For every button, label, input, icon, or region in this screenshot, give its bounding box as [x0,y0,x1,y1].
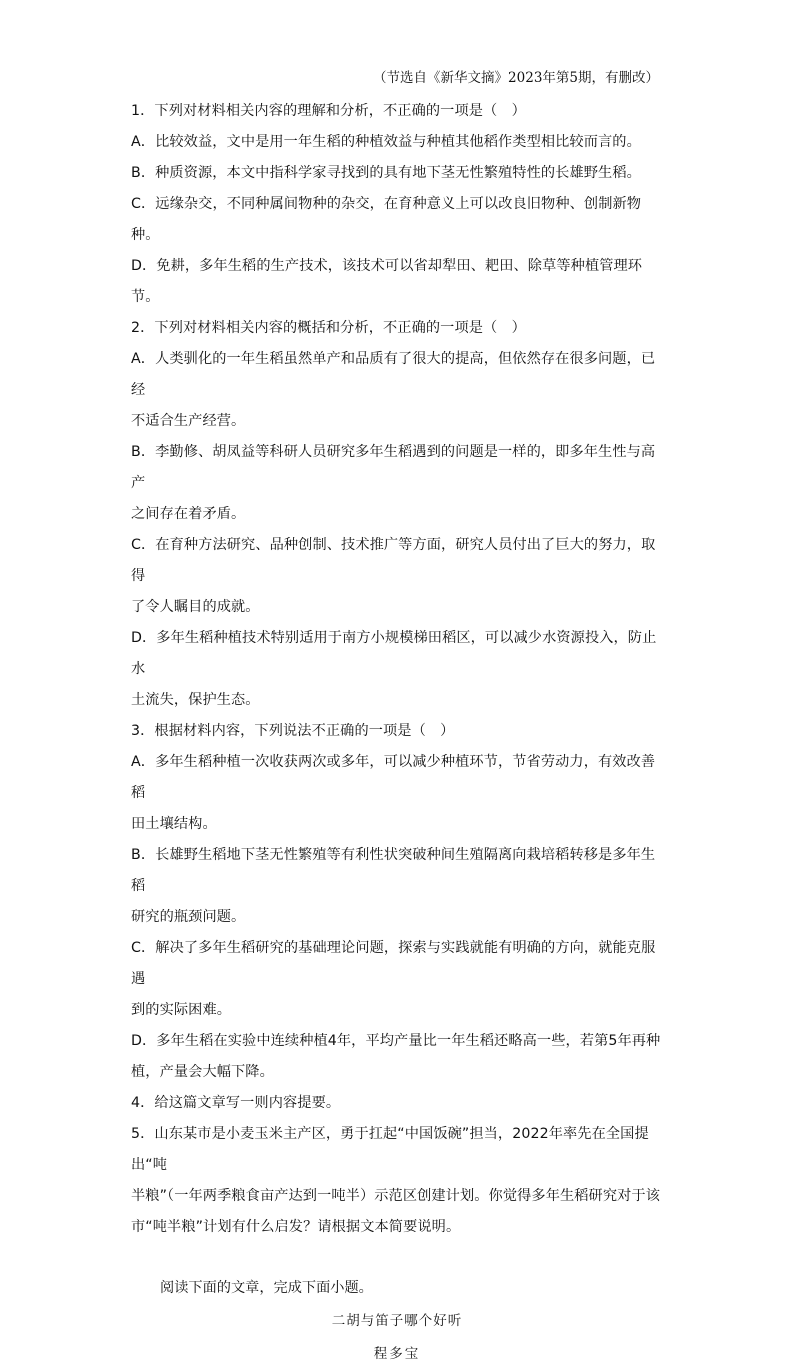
q2-option-a-line1: A．人类驯化的一年生稻虽然单产和品质有了很大的提高，但依然存在很多问题，已经 [131,351,656,398]
article-author: 程多宝 [373,1346,421,1362]
source-citation: （节选自《新华文摘》2023年第5期，有删改） [373,70,659,86]
question-3-stem: 3．根据材料内容，下列说法不正确的一项是（ ） [131,723,455,739]
reading-instruction: 阅读下面的文章，完成下面小题。 [160,1280,373,1296]
q1-option-d: D．免耕，多年生稻的生产技术，该技术可以省却犁田、耙田、除草等种植管理环节。 [131,258,643,305]
q3-option-b-line2: 研究的瓶颈问题。 [131,909,246,925]
q3-option-a-line1: A．多年生稻种植一次收获两次或多年，可以减少种植环节，节省劳动力，有效改善稻 [131,754,656,801]
question-5-line1: 5．山东某市是小麦玉米主产区，勇于扛起“中国饭碗”担当，2022年率先在全国提出“吨 [131,1126,649,1173]
q3-option-b-line1: B．长雄野生稻地下茎无性繁殖等有利性状突破种间生殖隔离向栽培稻转移是多年生稻 [131,847,656,894]
question-2-stem: 2．下列对材料相关内容的概括和分析，不正确的一项是（ ） [131,320,526,336]
q1-option-a: A．比较效益，文中是用一年生稻的种植效益与种植其他稻作类型相比较而言的。 [131,134,641,150]
question-content [131,96,663,1370]
question-4-stem: 4．给这篇文章写一则内容提要。 [131,1095,341,1111]
q3-option-c-line1: C．解决了多年生稻研究的基础理论问题，探索与实践就能有明确的方向，就能克服遇 [131,940,656,987]
q2-option-d-line2: 土流失，保护生态。 [131,692,260,708]
q3-option-d-line1: D．多年生稻在实验中连续种植4年，平均产量比一年生稻还略高一些，若第5年再种 [131,1033,661,1049]
question-5-line3: 市“吨半粮”计划有什么启发？请根据文本简要说明。 [131,1219,461,1235]
q3-option-a-line2: 田土壤结构。 [131,816,217,832]
q2-option-c-line1: C．在育种方法研究、品种创制、技术推广等方面，研究人员付出了巨大的努力，取得 [131,537,656,584]
q2-option-d-line1: D．多年生稻种植技术特别适用于南方小规模梯田稻区，可以减少水资源投入，防止水 [131,630,657,677]
q3-option-c-line2: 到的实际困难。 [131,1002,232,1018]
q1-option-b: B．种质资源，本文中指科学家寻找到的具有地下茎无性繁殖特性的长雄野生稻。 [131,165,641,181]
q2-option-a-line2: 不适合生产经营。 [131,413,246,429]
q3-option-d-line2: 植，产量会大幅下降。 [131,1064,274,1080]
q1-option-c: C．远缘杂交，不同种属间物种的杂交，在育种意义上可以改良旧物种、创制新物种。 [131,196,642,243]
article-title: 二胡与笛子哪个好听 [331,1313,463,1329]
section-gap [131,1243,663,1273]
q2-option-c-line2: 了令人瞩目的成就。 [131,599,260,615]
q2-option-b-line2: 之间存在着矛盾。 [131,506,246,522]
question-1-stem: 1．下列对材料相关内容的理解和分析，不正确的一项是（ ） [131,103,526,119]
q2-option-b-line1: B．李勤修、胡凤益等科研人员研究多年生稻遇到的问题是一样的，即多年生性与高产 [131,444,656,491]
question-5-line2: 半粮”（一年两季粮食亩产达到一吨半）示范区创建计划。你觉得多年生稻研究对于该 [131,1188,660,1204]
